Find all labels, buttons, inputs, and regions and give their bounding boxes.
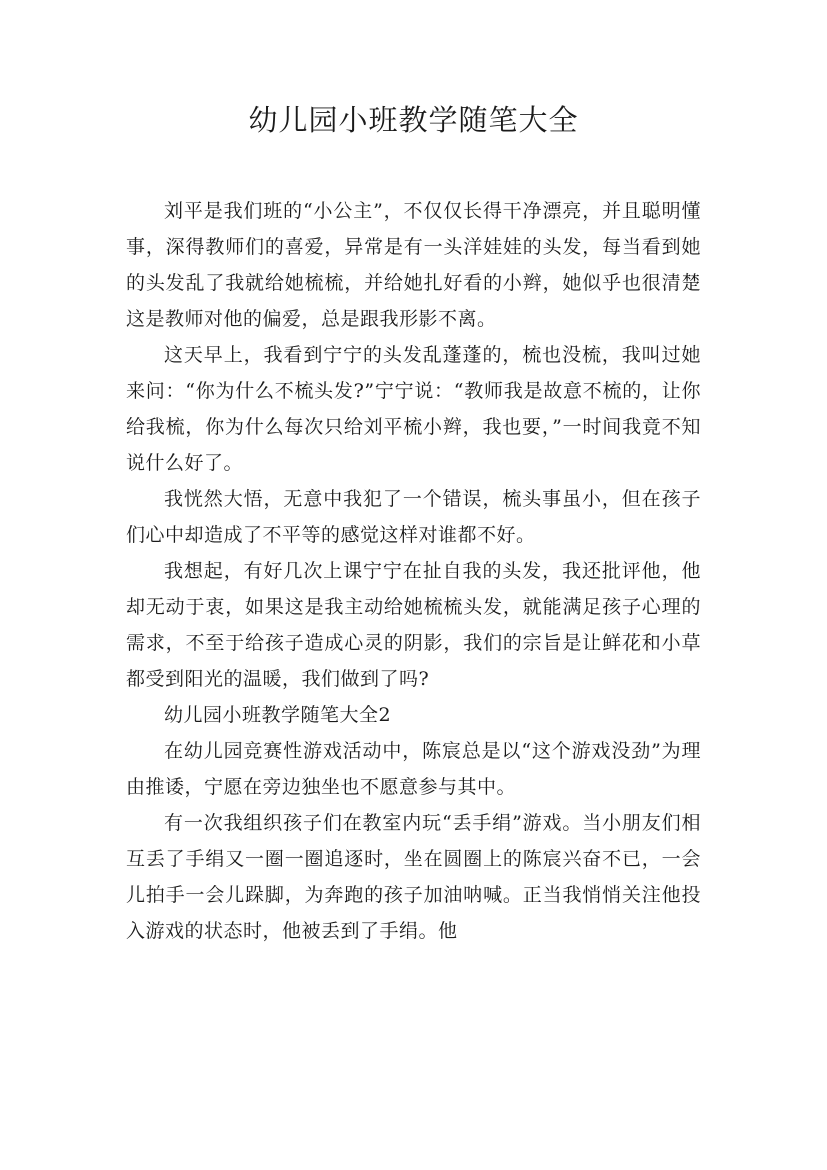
paragraph: 有一次我组织孩子们在教室内玩“丢手绢”游戏。当小朋友们相互丢了手绢又一圈一圈追逐时，坐在圆圈上的陈宸兴奋不已，一会儿拍手一会儿跺脚，为奔跑的孩子加油呐喊。正当我悄悄关注他投入游戏的状态时，他被丢到了手绢。他 bbox=[126, 812, 701, 942]
paragraph: 刘平是我们班的“小公主”，不仅仅长得干净漂亮，并且聪明懂事，深得教师们的喜爱，异常是有一头洋娃娃的头发，每当看到她的头发乱了我就给她梳梳，并给她扎好看的小辫，她似乎也很清楚这是教师对他的偏爱，总是跟我形影不离。 bbox=[126, 200, 701, 330]
section-heading: 幼儿园小班教学随笔大全2 bbox=[164, 704, 392, 726]
paragraph: 在幼儿园竞赛性游戏活动中，陈宸总是以“这个游戏没劲”为理由推诿，宁愿在旁边独坐也不愿意参与其中。 bbox=[126, 740, 701, 798]
document-body bbox=[126, 193, 701, 949]
paragraph: 我想起，有好几次上课宁宁在扯自我的头发，我还批评他，他却无动于衷，如果这是我主动给她梳梳头发，就能满足孩子心理的需求，不至于给孩子造成心灵的阴影，我们的宗旨是让鲜花和小草都受到阳光的温暖，我们做到了吗? bbox=[126, 560, 701, 690]
document-title: 幼儿园小班教学随笔大全 bbox=[248, 103, 579, 137]
paragraph: 我恍然大悟，无意中我犯了一个错误，梳头事虽小，但在孩子们心中却造成了不平等的感觉这样对谁都不好。 bbox=[126, 488, 701, 546]
paragraph: 这天早上，我看到宁宁的头发乱蓬蓬的，梳也没梳，我叫过她来问：“你为什么不梳头发?”宁宁说：“教师我是故意不梳的，让你给我梳，你为什么每次只给刘平梳小辫，我也要，”一时间我竟不知说什么好了。 bbox=[126, 344, 701, 474]
